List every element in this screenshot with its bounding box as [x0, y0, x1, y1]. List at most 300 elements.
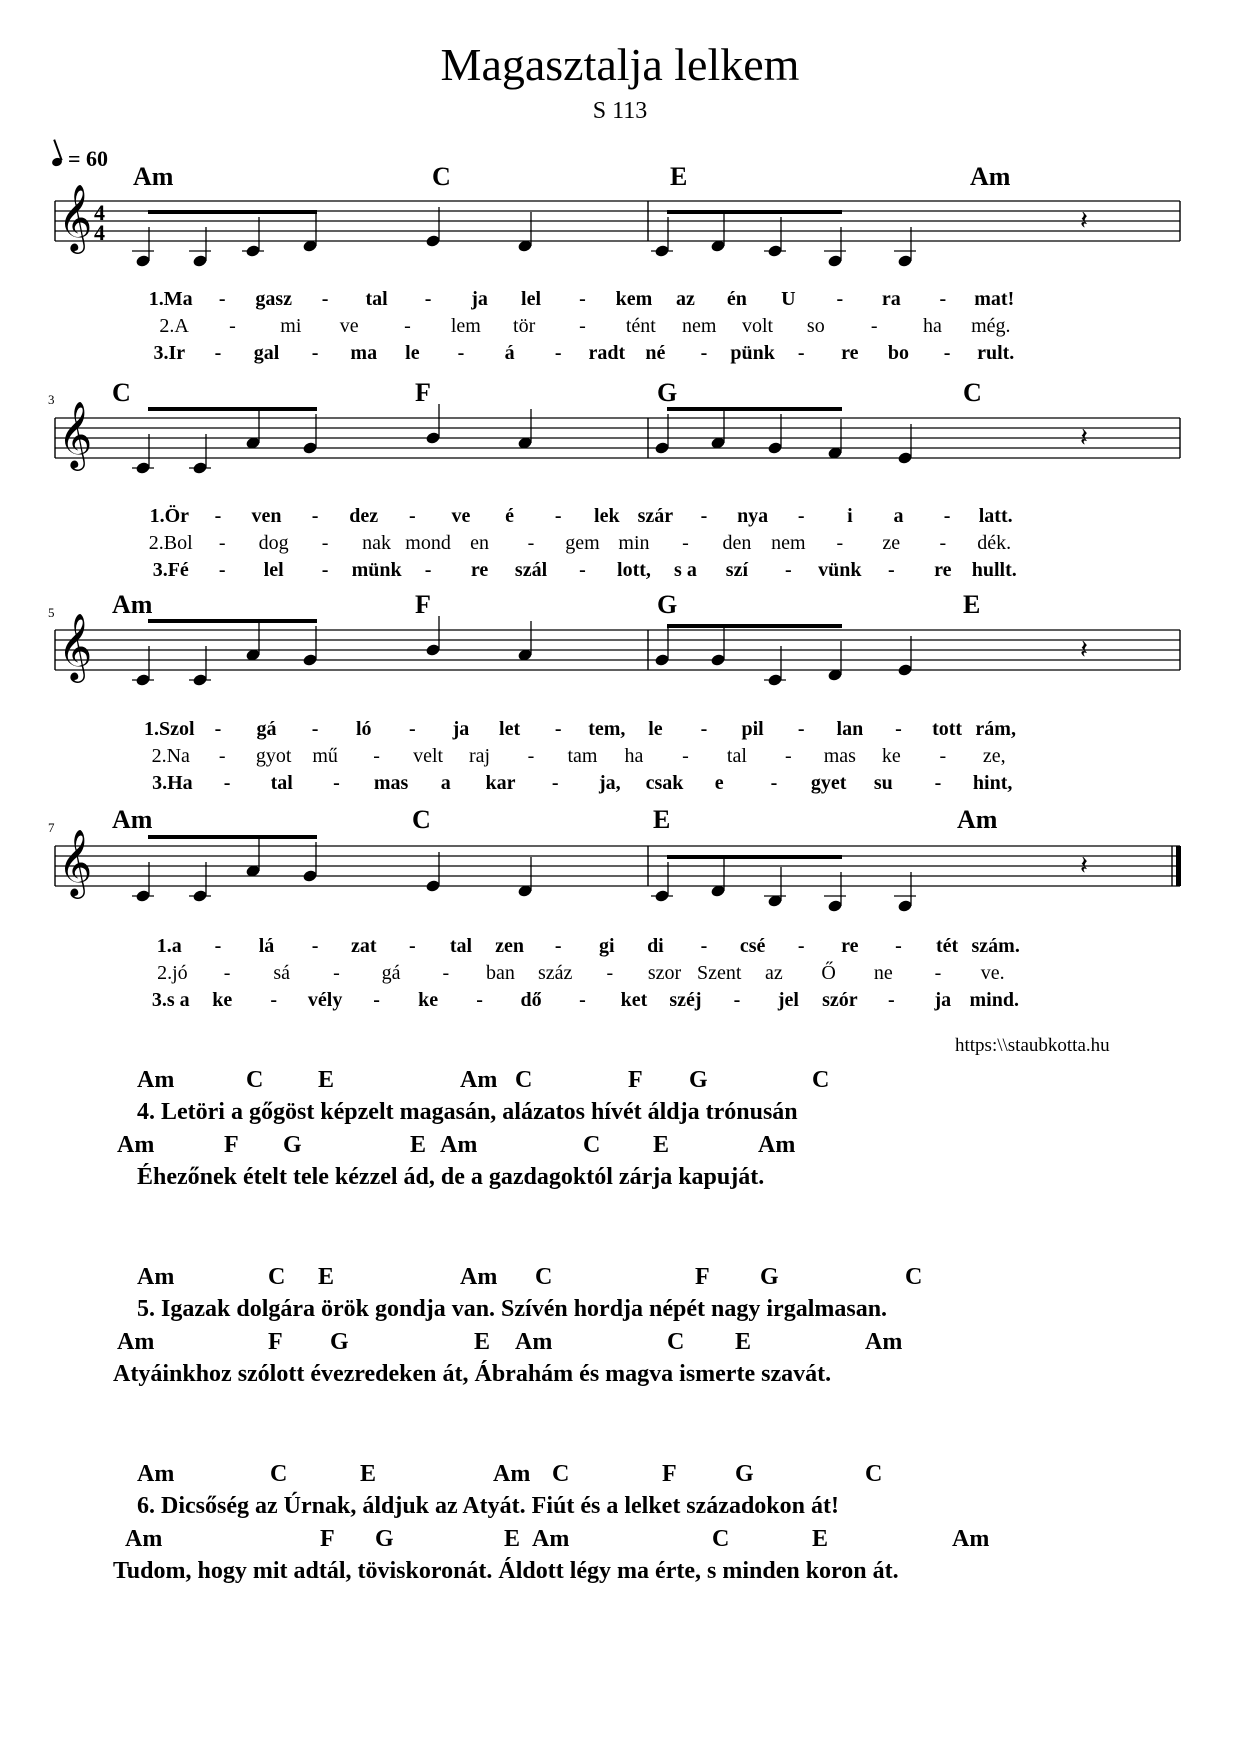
- lyric-syllable: 2.A: [159, 315, 189, 337]
- lyric-syllable: -: [321, 559, 329, 581]
- lyric-syllable: -: [770, 772, 778, 794]
- lyric-syllable: pil: [741, 718, 764, 740]
- quarter-rest-icon: 𝄽: [1080, 206, 1088, 236]
- verse-chord: Am: [952, 1526, 990, 1552]
- lyric-syllable: -: [554, 342, 562, 364]
- lyric-syllable: mind.: [969, 989, 1019, 1011]
- lyric-syllable: 1.Szol: [144, 718, 195, 740]
- lyric-syllable: -: [939, 745, 947, 767]
- chord-label: Am: [112, 805, 153, 834]
- verse-text: 6. Dicsőség az Úrnak, áldjuk az Atyát. Fiút és a lelket századokon át!: [137, 1493, 839, 1519]
- verse-chord: Am: [117, 1132, 155, 1158]
- lyric-syllable: -: [404, 315, 411, 337]
- lyric-syllable: mas: [373, 772, 409, 794]
- lyric-syllable: -: [311, 342, 319, 364]
- verse-text: 4. Letöri a gőgöst képzelt magasán, alázatos hívét áldja trónusán: [137, 1099, 798, 1125]
- quarter-rest-icon: 𝄽: [1080, 635, 1088, 665]
- lyric-syllable: -: [579, 288, 586, 310]
- measure-number: 7: [48, 820, 55, 835]
- verse-chord: E: [653, 1132, 670, 1158]
- lyric-syllable: let: [499, 718, 521, 740]
- lyric-syllable: kem: [615, 288, 653, 310]
- lyric-syllable: münk: [351, 559, 402, 581]
- lyric-syllable: -: [579, 559, 586, 581]
- lyric-syllable: e: [714, 772, 724, 794]
- lyric-syllable: csak: [645, 772, 684, 794]
- treble-clef-icon: 𝄞: [58, 828, 93, 896]
- verse-chord: Am: [460, 1264, 498, 1290]
- lyric-syllable: tént: [625, 315, 656, 337]
- lyric-syllable: jel: [777, 989, 799, 1011]
- lyric-syllable: pünk: [730, 342, 775, 364]
- lyric-syllable: mond: [405, 532, 451, 554]
- time-signature-top: 4: [94, 200, 105, 225]
- verse-chord: E: [318, 1067, 335, 1093]
- chord-label: E: [670, 162, 688, 191]
- verse-chord: E: [410, 1132, 427, 1158]
- lyric-syllable: szór: [822, 989, 858, 1011]
- verse-chord: C: [535, 1264, 553, 1290]
- lyric-syllable: dog: [258, 532, 289, 554]
- lyric-syllable: -: [887, 989, 895, 1011]
- verse-chord: C: [552, 1461, 570, 1487]
- lyric-syllable: -: [333, 962, 340, 984]
- lyric-syllable: ve: [451, 505, 471, 527]
- lyric-syllable: ja,: [599, 772, 621, 794]
- chord-label: Am: [112, 590, 153, 619]
- lyric-syllable: -: [943, 505, 951, 527]
- lyric-syllable: 3.Ha: [152, 772, 193, 794]
- lyric-syllable: ló: [355, 718, 372, 740]
- lyric-syllable: radt: [588, 342, 626, 364]
- lyric-syllable: ra: [881, 288, 901, 310]
- lyric-syllable: -: [943, 342, 951, 364]
- lyric-syllable: sá: [273, 962, 291, 984]
- lyric-syllable: az: [675, 288, 695, 310]
- lyric-syllable: ja: [471, 288, 488, 310]
- lyric-syllable: i: [847, 505, 853, 527]
- lyric-syllable: lel: [263, 559, 284, 581]
- lyric-syllable: lott,: [617, 559, 651, 581]
- lyric-syllable: dez: [349, 505, 379, 527]
- chord-label: G: [657, 378, 678, 407]
- verse-chord: C: [270, 1461, 288, 1487]
- lyric-syllable: tem,: [588, 718, 626, 740]
- lyric-syllable: 3.Ir: [153, 342, 186, 364]
- lyric-syllable: U: [781, 288, 796, 310]
- lyric-syllable: gyot: [255, 745, 292, 767]
- lyric-syllable: -: [476, 989, 483, 1011]
- quarter-rest-icon: 𝄽: [1080, 851, 1088, 881]
- beam: [148, 407, 317, 411]
- lyric-syllable: gá: [381, 962, 401, 984]
- lyric-syllable: vünk: [818, 559, 862, 581]
- lyric-syllable: re: [841, 342, 859, 364]
- lyric-syllable: mi: [280, 315, 302, 337]
- lyric-syllable: rult.: [977, 342, 1015, 364]
- verse-chord: Am: [515, 1329, 553, 1355]
- beam: [667, 624, 842, 628]
- verse-chord: F: [662, 1461, 677, 1487]
- lyric-syllable: ja: [452, 718, 470, 740]
- verse-text: Éhezőnek ételt tele kézzel ád, de a gazdagoktól zárja kapuját.: [137, 1164, 765, 1190]
- chord-label: Am: [970, 162, 1011, 191]
- lyric-syllable: -: [934, 962, 942, 984]
- lyric-syllable: -: [333, 772, 340, 794]
- lyric-syllable: so: [806, 315, 825, 337]
- lyric-syllable: széj: [669, 989, 702, 1011]
- source-url: https:\\staubkotta.hu: [955, 1035, 1110, 1056]
- lyric-syllable: -: [797, 505, 805, 527]
- lyric-syllable: -: [214, 342, 222, 364]
- lyric-syllable: -: [554, 935, 562, 957]
- beam: [667, 407, 842, 411]
- lyric-syllable: -: [311, 718, 319, 740]
- verse-chord: E: [360, 1461, 377, 1487]
- lyric-syllable: nya: [737, 505, 769, 527]
- verse-chord: Am: [758, 1132, 796, 1158]
- verse-chord: Am: [493, 1461, 531, 1487]
- lyric-syllable: ke: [881, 745, 901, 767]
- lyric-syllable: re: [934, 559, 952, 581]
- verse-chord: Am: [137, 1067, 175, 1093]
- lyric-syllable: -: [218, 745, 226, 767]
- lyric-syllable: lan: [836, 718, 864, 740]
- lyric-syllable: -: [218, 288, 226, 310]
- verse-text: 5. Igazak dolgára örök gondja van. Szívén hordja népét nagy irgalmasan.: [137, 1296, 888, 1322]
- verse-chord: E: [474, 1329, 491, 1355]
- verse-chord: G: [735, 1461, 754, 1487]
- chord-label: C: [432, 162, 451, 191]
- lyric-syllable: -: [321, 288, 329, 310]
- chord-label: G: [657, 590, 678, 619]
- verse-chord: E: [735, 1329, 752, 1355]
- lyric-syllable: lek: [594, 505, 620, 527]
- lyric-syllable: di: [647, 935, 664, 957]
- lyric-syllable: -: [321, 532, 329, 554]
- lyric-syllable: ha: [624, 745, 644, 767]
- tempo-value: = 60: [68, 146, 109, 171]
- beam: [667, 210, 842, 214]
- lyric-syllable: latt.: [978, 505, 1013, 527]
- lyric-syllable: -: [214, 718, 222, 740]
- lyric-syllable: -: [934, 772, 942, 794]
- lyric-syllable: -: [223, 962, 231, 984]
- lyric-syllable: -: [218, 559, 226, 581]
- lyric-syllable: ja: [934, 989, 952, 1011]
- lyric-syllable: zen: [495, 935, 525, 957]
- treble-clef-icon: 𝄞: [58, 183, 93, 251]
- lyric-syllable: tott: [932, 718, 963, 740]
- lyric-syllable: hullt.: [971, 559, 1017, 581]
- chord-label: F: [415, 590, 431, 619]
- lyric-syllable: ket: [620, 989, 648, 1011]
- lyric-syllable: -: [870, 315, 878, 337]
- treble-clef-icon: 𝄞: [58, 612, 93, 680]
- lyric-syllable: né: [645, 342, 666, 364]
- lyric-syllable: tal: [449, 935, 473, 957]
- lyric-syllable: -: [733, 989, 741, 1011]
- lyric-syllable: raj: [469, 745, 491, 767]
- lyric-syllable: -: [554, 718, 562, 740]
- chord-label: Am: [133, 162, 174, 191]
- lyric-syllable: 2.Na: [151, 745, 190, 767]
- chord-label: C: [412, 805, 431, 834]
- lyric-syllable: -: [409, 935, 416, 957]
- verse-chord: C: [812, 1067, 830, 1093]
- page-title: Magasztalja lelkem: [440, 39, 800, 90]
- lyric-syllable: -: [270, 989, 278, 1011]
- lyric-syllable: -: [682, 532, 689, 554]
- lyric-syllable: -: [887, 559, 895, 581]
- lyric-syllable: -: [311, 505, 319, 527]
- chord-label: Am: [957, 805, 998, 834]
- lyric-syllable: é: [505, 505, 515, 527]
- beam: [667, 855, 842, 859]
- lyric-syllable: ze,: [982, 745, 1006, 767]
- lyric-syllable: -: [836, 532, 844, 554]
- lyric-syllable: ve.: [980, 962, 1005, 984]
- verse-chord: Am: [865, 1329, 903, 1355]
- verse-chord: F: [628, 1067, 643, 1093]
- lyric-syllable: -: [939, 532, 947, 554]
- lyric-syllable: -: [457, 342, 465, 364]
- lyric-syllable: -: [424, 559, 432, 581]
- verse-chord: G: [283, 1132, 302, 1158]
- lyric-syllable: -: [214, 935, 222, 957]
- verse-chord: C: [515, 1067, 533, 1093]
- verse-chord: Am: [137, 1264, 175, 1290]
- lyric-syllable: -: [373, 989, 380, 1011]
- lyric-syllable: -: [551, 772, 559, 794]
- lyric-syllable: dék.: [977, 532, 1012, 554]
- lyric-syllable: re: [470, 559, 489, 581]
- lyric-syllable: nem: [771, 532, 806, 554]
- lyric-syllable: rám,: [975, 718, 1016, 740]
- lyric-syllable: én: [726, 288, 747, 310]
- lyric-syllable: -: [700, 718, 708, 740]
- lyric-syllable: gá: [256, 718, 277, 740]
- lyric-syllable: 1.Ma: [148, 288, 193, 310]
- lyric-syllable: tal: [365, 288, 388, 310]
- lyric-syllable: ke: [212, 989, 233, 1011]
- lyric-syllable: lem: [450, 315, 481, 337]
- lyric-syllable: dő: [520, 989, 542, 1011]
- lyric-syllable: -: [606, 962, 614, 984]
- verse-chord: C: [583, 1132, 601, 1158]
- lyric-syllable: en: [470, 532, 489, 554]
- quarter-rest-icon: 𝄽: [1080, 423, 1088, 453]
- verse-chord: Am: [440, 1132, 478, 1158]
- verse-chord: Am: [117, 1329, 155, 1355]
- lyric-syllable: gal: [253, 342, 280, 364]
- verse-chord: C: [905, 1264, 923, 1290]
- lyric-syllable: ke: [418, 989, 439, 1011]
- verse-chord: G: [375, 1526, 394, 1552]
- lyric-syllable: volt: [741, 315, 774, 337]
- verse-chord: G: [689, 1067, 708, 1093]
- lyric-syllable: -: [579, 315, 586, 337]
- lyric-syllable: min: [618, 532, 650, 554]
- verse-chord: F: [320, 1526, 335, 1552]
- lyric-syllable: -: [700, 342, 708, 364]
- verse-chord: C: [246, 1067, 264, 1093]
- lyric-syllable: -: [895, 718, 902, 740]
- final-barline: [1176, 846, 1181, 886]
- lyric-syllable: -: [682, 745, 689, 767]
- lyric-syllable: szí: [725, 559, 749, 581]
- lyric-syllable: tal: [270, 772, 293, 794]
- lyric-syllable: nak: [362, 532, 392, 554]
- lyric-syllable: tét: [935, 935, 959, 957]
- lyric-syllable: hint,: [972, 772, 1013, 794]
- verse-chord: G: [760, 1264, 779, 1290]
- lyric-syllable: nem: [681, 315, 717, 337]
- lyric-syllable: szám.: [971, 935, 1020, 957]
- lyric-syllable: ban: [486, 962, 515, 984]
- lyric-syllable: le: [405, 342, 420, 364]
- lyric-syllable: -: [797, 342, 805, 364]
- lyric-syllable: -: [527, 532, 535, 554]
- lyric-syllable: -: [409, 718, 416, 740]
- lyric-syllable: tör: [513, 315, 536, 337]
- lyric-syllable: mas: [823, 745, 856, 767]
- lyric-syllable: -: [311, 935, 319, 957]
- verse-chord: Am: [137, 1461, 175, 1487]
- beam: [148, 619, 317, 623]
- lyric-syllable: még.: [971, 315, 1011, 337]
- verse-chord: E: [504, 1526, 521, 1552]
- verse-chord: F: [695, 1264, 710, 1290]
- lyric-syllable: -: [895, 935, 902, 957]
- lyric-syllable: zat: [350, 935, 377, 957]
- lyric-syllable: az: [765, 962, 783, 984]
- time-signature-bottom: 4: [94, 220, 105, 245]
- verse-chord: E: [318, 1264, 335, 1290]
- lyric-syllable: -: [223, 772, 231, 794]
- lyric-syllable: szár: [637, 505, 674, 527]
- page-subtitle: S 113: [592, 98, 648, 124]
- lyric-syllable: ma: [350, 342, 378, 364]
- measure-number: 3: [48, 392, 55, 407]
- lyric-syllable: gyet: [810, 772, 847, 794]
- lyric-syllable: csé: [739, 935, 766, 957]
- lyric-syllable: su: [873, 772, 893, 794]
- lyric-syllable: ze: [882, 532, 901, 554]
- verse-chord: Am: [532, 1526, 570, 1552]
- verse-chord: E: [812, 1526, 829, 1552]
- lyric-syllable: mű: [312, 745, 338, 767]
- chord-label: C: [963, 378, 982, 407]
- lyric-syllable: 2.jó: [157, 962, 188, 984]
- verse-chord: G: [330, 1329, 349, 1355]
- verse-chord: C: [712, 1526, 730, 1552]
- lyric-syllable: velt: [413, 745, 444, 767]
- chord-label: F: [415, 378, 431, 407]
- lyric-syllable: lel: [521, 288, 542, 310]
- verse-chord: C: [865, 1461, 883, 1487]
- verse-chord: F: [224, 1132, 239, 1158]
- lyric-syllable: -: [700, 505, 708, 527]
- lyric-syllable: ha: [923, 315, 942, 337]
- lyric-syllable: -: [700, 935, 708, 957]
- lyric-syllable: 1.a: [156, 935, 182, 957]
- lyric-syllable: száz: [537, 962, 573, 984]
- beam: [148, 210, 317, 214]
- lyric-syllable: -: [797, 718, 805, 740]
- lyric-syllable: 2.Bol: [148, 532, 193, 554]
- verse-text: Tudom, hogy mit adtál, töviskoronát. Áldott légy ma érte, s minden koron át.: [113, 1558, 899, 1584]
- treble-clef-icon: 𝄞: [58, 400, 93, 468]
- lyric-syllable: -: [554, 505, 562, 527]
- lyric-syllable: szál: [514, 559, 548, 581]
- lyric-syllable: -: [939, 288, 947, 310]
- lyric-syllable: gi: [599, 935, 615, 957]
- lyric-syllable: -: [424, 288, 432, 310]
- lyric-syllable: ven: [251, 505, 282, 527]
- verse-chord: C: [268, 1264, 286, 1290]
- lyric-syllable: 3.s a: [151, 989, 190, 1011]
- chord-label: C: [112, 378, 131, 407]
- lyric-syllable: a: [893, 505, 904, 527]
- lyric-syllable: -: [409, 505, 416, 527]
- lyric-syllable: Szent: [697, 962, 742, 984]
- chord-label: E: [963, 590, 981, 619]
- lyric-syllable: tal: [726, 745, 747, 767]
- lyric-syllable: -: [373, 745, 380, 767]
- verse-chord: Am: [460, 1067, 498, 1093]
- lyric-syllable: -: [229, 315, 236, 337]
- lyric-syllable: gem: [565, 532, 600, 554]
- lyric-syllable: gasz: [255, 288, 293, 310]
- lyric-syllable: 3.Fé: [152, 559, 189, 581]
- beam: [148, 835, 317, 839]
- chord-label: E: [653, 805, 671, 834]
- lyric-syllable: lá: [258, 935, 275, 957]
- lyric-syllable: szor: [647, 962, 682, 984]
- lyric-syllable: -: [527, 745, 535, 767]
- lyric-syllable: den: [722, 532, 752, 554]
- lyric-syllable: -: [836, 288, 844, 310]
- lyric-syllable: vély: [307, 989, 343, 1011]
- lyric-syllable: tam: [567, 745, 598, 767]
- lyric-syllable: -: [214, 505, 222, 527]
- verse-chord: Am: [125, 1526, 163, 1552]
- lyric-syllable: le: [648, 718, 663, 740]
- lyric-syllable: bo: [887, 342, 910, 364]
- lyric-syllable: -: [797, 935, 805, 957]
- lyric-syllable: -: [785, 745, 792, 767]
- lyric-syllable: 1.Ör: [149, 505, 190, 527]
- lyric-syllable: s a: [674, 559, 697, 581]
- lyric-syllable: ne: [873, 962, 893, 984]
- verse-chord: F: [268, 1329, 283, 1355]
- lyric-syllable: -: [785, 559, 792, 581]
- verse-text: Atyáinkhoz szólott évezredeken át, Ábrahám és magva ismerte szavát.: [113, 1361, 832, 1387]
- lyric-syllable: ve: [339, 315, 359, 337]
- lyric-syllable: re: [841, 935, 859, 957]
- lyric-syllable: mat!: [974, 288, 1015, 310]
- verse-chord: C: [667, 1329, 685, 1355]
- lyric-syllable: -: [442, 962, 450, 984]
- lyric-syllable: á: [504, 342, 515, 364]
- measure-number: 5: [48, 605, 55, 620]
- lyric-syllable: -: [218, 532, 226, 554]
- lyric-syllable: -: [579, 989, 586, 1011]
- lyric-syllable: kar: [485, 772, 516, 794]
- lyric-syllable: Ő: [821, 962, 836, 984]
- lyric-syllable: a: [440, 772, 451, 794]
